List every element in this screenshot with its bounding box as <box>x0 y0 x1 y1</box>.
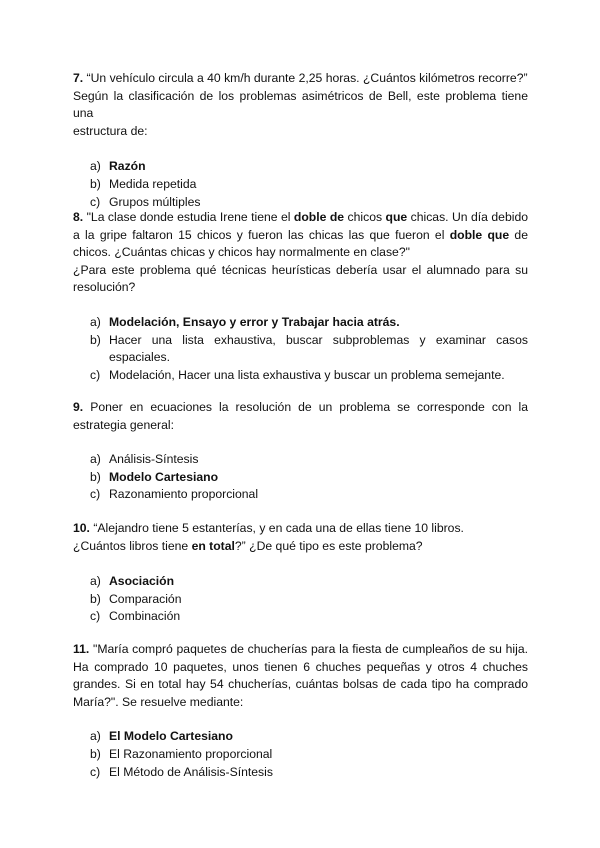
stem-text: a la gripe faltaron 15 chicos y fueron las chicas las que fueron el <box>73 227 450 242</box>
stem-text: Ha comprado 10 paquetes, unos tienen 6 chuches pequeñas y otros 4 chuches <box>73 659 528 674</box>
stem-text: estrategia general: <box>73 417 174 432</box>
stem-emphasis: doble de <box>293 210 345 224</box>
answer-option-c <box>73 367 528 385</box>
answer-option-c <box>73 764 528 782</box>
stem-line <box>73 209 528 227</box>
option-letter: b) <box>90 469 101 484</box>
answer-option-b <box>73 332 528 367</box>
answer-options <box>73 728 528 781</box>
answer-option-a <box>73 728 528 746</box>
stem-line <box>73 88 528 123</box>
stem-line <box>73 123 528 141</box>
option-letter: b) <box>90 176 101 191</box>
answer-options <box>73 573 528 626</box>
stem-text: ?” ¿De qué tipo es este problema? <box>234 538 423 553</box>
stem-line <box>73 244 528 262</box>
stem-text: Según la clasificación de los problemas asimétricos de Bell, este problema tiene una <box>73 88 528 121</box>
stem-text: chicos <box>344 210 386 224</box>
option-text: El Razonamiento proporcional <box>109 746 273 761</box>
option-letter: a) <box>90 574 101 589</box>
stem-text: María?". Se resuelve mediante: <box>73 694 244 709</box>
question-7 <box>73 70 528 211</box>
option-letter: c) <box>90 194 101 209</box>
option-letter: c) <box>90 487 101 502</box>
option-letter: a) <box>90 729 101 744</box>
stem-text: ¿Para este problema qué técnicas heurísticas debería usar el alumnado para su <box>73 262 528 277</box>
stem-text: "María compró paquetes de chucherías para la fiesta de cumpleaños de su hija. <box>89 642 528 656</box>
stem-line <box>73 641 528 659</box>
option-text: Modelación, Ensayo y error y Trabajar hacia atrás. <box>109 314 400 329</box>
answer-option-c <box>73 486 528 504</box>
stem-line <box>73 538 528 556</box>
stem-text: chicas. Un día debido <box>407 210 528 224</box>
stem-line <box>73 694 528 712</box>
answer-option-a <box>73 158 528 176</box>
option-letter: c) <box>90 609 101 624</box>
question-number: 11. <box>73 642 90 656</box>
stem-line <box>73 417 528 435</box>
question-8 <box>73 209 528 384</box>
stem-emphasis: en total <box>191 538 235 553</box>
stem-line <box>73 70 528 88</box>
option-letter: b) <box>90 332 101 347</box>
stem-line <box>73 227 528 245</box>
option-text: Combinación <box>109 609 181 624</box>
stem-line <box>73 659 528 677</box>
question-stem <box>73 399 528 434</box>
answer-option-a <box>73 314 528 332</box>
stem-text: de <box>509 227 528 242</box>
option-letter: a) <box>90 159 101 174</box>
answer-options <box>73 451 528 504</box>
answer-option-b <box>73 591 528 609</box>
question-number: 7. <box>73 71 84 85</box>
option-text: Análisis-Síntesis <box>109 452 199 467</box>
question-number: 8. <box>73 210 84 224</box>
question-number: 10. <box>73 521 90 535</box>
option-text: Modelo Cartesiano <box>109 469 219 484</box>
option-letter: b) <box>90 591 101 606</box>
answer-option-b <box>73 176 528 194</box>
question-number: 9. <box>73 400 84 414</box>
answer-options <box>73 158 528 211</box>
stem-text: grandes. Si en total hay 54 chucherías, cuántas bolsas de cada tipo ha comprado <box>73 677 528 692</box>
answer-options <box>73 314 528 384</box>
stem-line <box>73 399 528 417</box>
question-11 <box>73 641 528 781</box>
option-text: El Método de Análisis-Síntesis <box>109 764 273 779</box>
option-letter: a) <box>90 452 101 467</box>
answer-option-c <box>73 608 528 626</box>
answer-option-b <box>73 469 528 487</box>
question-10 <box>73 520 528 626</box>
stem-emphasis: doble que <box>449 227 510 242</box>
question-stem <box>73 641 528 711</box>
option-text: Comparación <box>109 591 182 606</box>
answer-option-b <box>73 746 528 764</box>
stem-text: estructura de: <box>73 123 148 138</box>
option-letter: a) <box>90 314 101 329</box>
option-text: Razón <box>109 159 146 174</box>
stem-text: ¿Cuántos libros tiene <box>73 538 192 553</box>
question-9 <box>73 399 528 504</box>
stem-line <box>73 520 528 538</box>
stem-line <box>73 279 528 297</box>
stem-text: Poner en ecuaciones la resolución de un problema se corresponde con la <box>83 400 528 414</box>
question-stem <box>73 520 528 555</box>
answer-option-a <box>73 451 528 469</box>
option-text: Asociación <box>109 574 175 589</box>
option-text: Hacer una lista exhaustiva, buscar subproblemas y examinar casos espaciales. <box>109 332 528 365</box>
option-text: Grupos múltiples <box>109 194 201 209</box>
option-letter: b) <box>90 746 101 761</box>
stem-text: resolución? <box>73 280 136 295</box>
stem-text: “Alejandro tiene 5 estanterías, y en cada una de ellas tiene 10 libros. <box>89 521 464 535</box>
question-stem <box>73 209 528 297</box>
stem-text: "La clase donde estudia Irene tiene el <box>83 210 294 224</box>
option-letter: c) <box>90 764 101 779</box>
stem-line <box>73 262 528 280</box>
stem-emphasis: que <box>385 210 408 224</box>
option-text: El Modelo Cartesiano <box>109 729 233 744</box>
stem-line <box>73 676 528 694</box>
question-stem <box>73 70 528 140</box>
option-text: Razonamiento proporcional <box>109 487 259 502</box>
answer-option-a <box>73 573 528 591</box>
option-text: Modelación, Hacer una lista exhaustiva y buscar un problema semejante. <box>109 367 505 382</box>
option-text: Medida repetida <box>109 176 197 191</box>
stem-text: chicos. ¿Cuántas chicas y chicos hay normalmente en clase?" <box>73 245 410 260</box>
option-letter: c) <box>90 367 101 382</box>
stem-text: “Un vehículo circula a 40 km/h durante 2,25 horas. ¿Cuántos kilómetros recorre?” <box>83 71 528 85</box>
